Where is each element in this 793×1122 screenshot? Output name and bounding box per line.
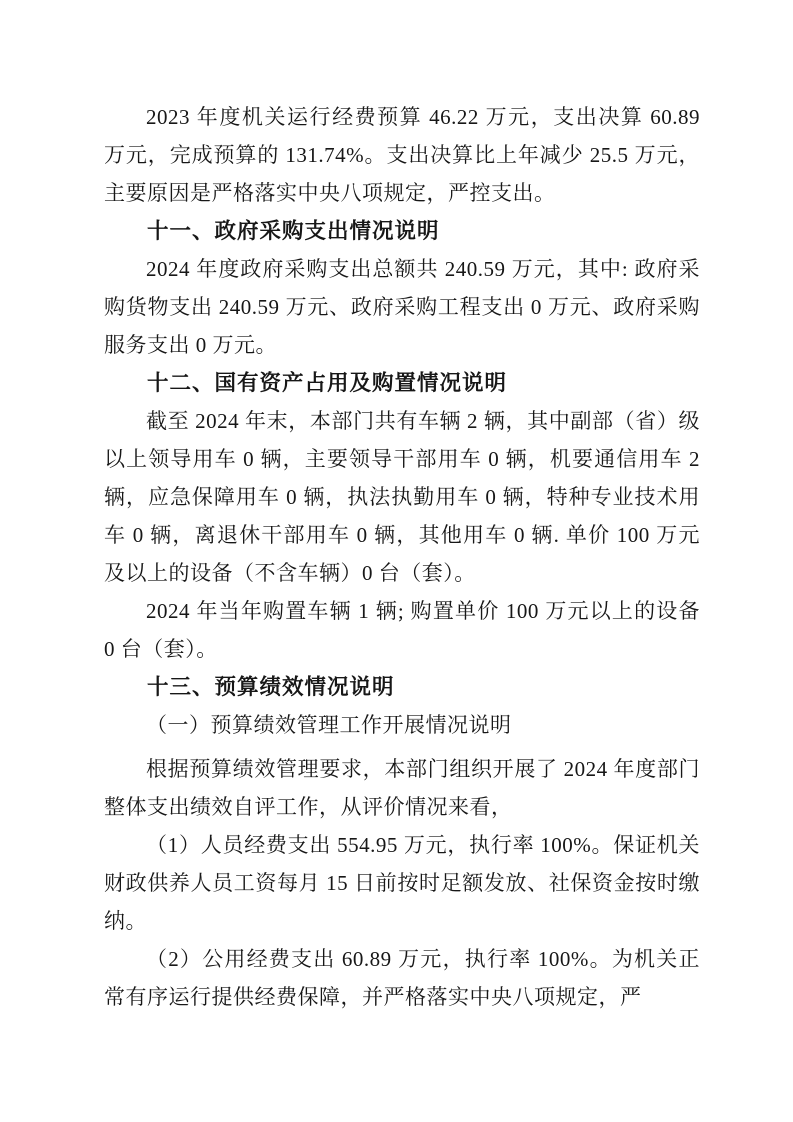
paragraph: 截至 2024 年末，本部门共有车辆 2 辆，其中副部（省）级以上领导用车 0 辆，主要领导干部用车 0 辆，机要通信用车 2 辆，应急保障用车 0 辆，执法执勤用车 0 辆，特种专业技术用车 0 辆，离退休干部用车 0 辆，其他用车 0 辆. 单价 100 万元及以上的设备（不含车辆）0 台（套）。 — [104, 409, 700, 585]
paragraph: 2024 年当年购置车辆 1 辆; 购置单价 100 万元以上的设备 0 台（套）。 — [104, 599, 700, 661]
section-heading: 十一、政府采购支出情况说明 — [147, 219, 440, 243]
paragraph: 2023 年度机关运行经费预算 46.22 万元，支出决算 60.89 万元，完成预算的 131.74%。支出决算比上年减少 25.5 万元，主要原因是严格落实中央八项规定，严控支出。 — [104, 105, 700, 205]
paragraph: 根据预算绩效管理要求，本部门组织开展了 2024 年度部门整体支出绩效自评工作，从评价情况来看， — [104, 757, 700, 819]
section-heading: 十三、预算绩效情况说明 — [147, 675, 395, 699]
paragraph: （1）人员经费支出 554.95 万元，执行率 100%。保证机关财政供养人员工资每月 15 日前按时足额发放、社保资金按时缴纳。 — [104, 833, 700, 933]
document-text-body — [104, 98, 700, 1016]
paragraph: （2）公用经费支出 60.89 万元，执行率 100%。为机关正常有序运行提供经费保障，并严格落实中央八项规定，严 — [104, 947, 700, 1009]
paragraph: 2024 年度政府采购支出总额共 240.59 万元，其中: 政府采购货物支出 240.59 万元、政府采购工程支出 0 万元、政府采购服务支出 0 万元。 — [104, 257, 700, 357]
section-heading: 十二、国有资产占用及购置情况说明 — [147, 371, 508, 395]
sub-heading: （一）预算绩效管理工作开展情况说明 — [146, 713, 512, 737]
